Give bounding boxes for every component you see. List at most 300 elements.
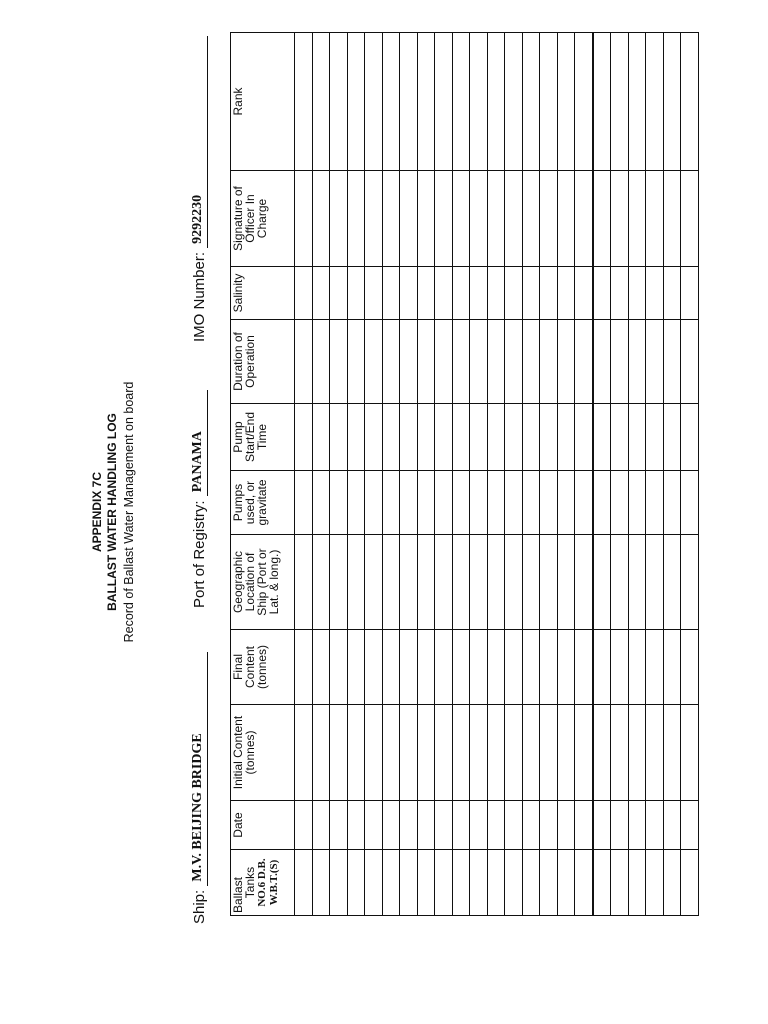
log-cell[interactable]: [628, 33, 646, 171]
log-cell[interactable]: [452, 850, 470, 916]
log-cell[interactable]: [628, 535, 646, 630]
log-cell[interactable]: [452, 471, 470, 535]
log-cell[interactable]: [295, 267, 313, 320]
log-cell[interactable]: [365, 33, 383, 171]
log-cell[interactable]: [557, 535, 575, 630]
appendix-heading: APPENDIX 7C: [90, 471, 104, 553]
log-cell[interactable]: [646, 471, 664, 535]
log-cell[interactable]: [646, 801, 664, 850]
log-cell[interactable]: [540, 267, 558, 320]
log-cell[interactable]: [663, 404, 681, 471]
log-cell[interactable]: [522, 471, 540, 535]
header-text: (tonnes): [243, 730, 257, 775]
log-cell[interactable]: [487, 850, 505, 916]
header-text: Ballast: [231, 876, 245, 913]
log-cell[interactable]: [347, 705, 365, 801]
log-cell[interactable]: [470, 705, 488, 801]
log-cell[interactable]: [470, 267, 488, 320]
header-text: Officer In: [243, 194, 257, 243]
log-cell[interactable]: [417, 171, 435, 267]
log-cell[interactable]: [417, 535, 435, 630]
log-cell[interactable]: [540, 320, 558, 404]
log-cell[interactable]: [540, 630, 558, 705]
log-cell[interactable]: [557, 33, 575, 171]
log-cell[interactable]: [347, 850, 365, 916]
log-cell[interactable]: [611, 850, 629, 916]
table-row: [330, 33, 348, 916]
table-row: [347, 33, 365, 916]
log-cell[interactable]: [365, 705, 383, 801]
log-cell[interactable]: [347, 404, 365, 471]
log-cell[interactable]: [347, 171, 365, 267]
log-cell[interactable]: [611, 320, 629, 404]
log-body: [295, 33, 699, 916]
log-cell[interactable]: [575, 320, 593, 404]
table-row: [611, 33, 629, 916]
log-cell[interactable]: [628, 267, 646, 320]
log-cell[interactable]: [417, 33, 435, 171]
log-cell[interactable]: [470, 471, 488, 535]
log-cell[interactable]: [400, 404, 418, 471]
log-cell[interactable]: [365, 850, 383, 916]
log-cell[interactable]: [417, 404, 435, 471]
log-cell[interactable]: [400, 705, 418, 801]
log-cell[interactable]: [522, 630, 540, 705]
log-cell[interactable]: [611, 630, 629, 705]
log-cell[interactable]: [593, 535, 611, 630]
log-cell[interactable]: [505, 404, 523, 471]
log-cell[interactable]: [487, 320, 505, 404]
log-cell[interactable]: [295, 171, 313, 267]
col-final-content: [231, 630, 295, 705]
header-text: Rank: [231, 87, 245, 116]
col-geographic-location: [231, 535, 295, 630]
log-cell[interactable]: [646, 705, 664, 801]
log-cell[interactable]: [295, 630, 313, 705]
header-text: Time: [255, 423, 269, 451]
log-cell[interactable]: [347, 630, 365, 705]
log-cell[interactable]: [382, 33, 400, 171]
log-cell[interactable]: [681, 850, 699, 916]
log-cell[interactable]: [646, 33, 664, 171]
log-cell[interactable]: [470, 404, 488, 471]
log-cell[interactable]: [365, 404, 383, 471]
imo-field: [190, 36, 208, 342]
ship-info-line: [180, 0, 208, 1024]
log-cell[interactable]: [452, 705, 470, 801]
log-cell[interactable]: [365, 320, 383, 404]
log-cell[interactable]: [365, 171, 383, 267]
log-cell[interactable]: [522, 171, 540, 267]
log-cell[interactable]: [522, 33, 540, 171]
log-cell[interactable]: [628, 320, 646, 404]
log-cell[interactable]: [417, 705, 435, 801]
log-cell[interactable]: [628, 705, 646, 801]
table-row: [382, 33, 400, 916]
log-cell[interactable]: [347, 33, 365, 171]
log-cell[interactable]: [417, 267, 435, 320]
log-cell[interactable]: [312, 404, 330, 471]
table-row: [681, 33, 699, 916]
log-cell[interactable]: [505, 850, 523, 916]
header-text: Salinity: [231, 273, 245, 313]
log-cell[interactable]: [295, 535, 313, 630]
log-cell[interactable]: [575, 471, 593, 535]
log-cell[interactable]: [365, 630, 383, 705]
col-pumps-used: [231, 471, 295, 535]
log-cell[interactable]: [487, 171, 505, 267]
log-cell[interactable]: [435, 850, 453, 916]
log-cell[interactable]: [628, 404, 646, 471]
log-cell[interactable]: [487, 471, 505, 535]
log-cell[interactable]: [522, 267, 540, 320]
log-cell[interactable]: [382, 471, 400, 535]
log-cell[interactable]: [382, 630, 400, 705]
log-cell[interactable]: [470, 535, 488, 630]
log-cell[interactable]: [417, 630, 435, 705]
log-cell[interactable]: [470, 320, 488, 404]
log-cell[interactable]: [505, 535, 523, 630]
log-cell[interactable]: [611, 404, 629, 471]
log-cell[interactable]: [540, 171, 558, 267]
log-cell[interactable]: [628, 471, 646, 535]
log-cell[interactable]: [365, 267, 383, 320]
log-cell[interactable]: [487, 630, 505, 705]
col-initial-content: [231, 705, 295, 801]
log-cell[interactable]: [593, 33, 611, 171]
log-cell[interactable]: [557, 850, 575, 916]
log-cell[interactable]: [646, 630, 664, 705]
log-cell[interactable]: [487, 404, 505, 471]
log-cell[interactable]: [611, 471, 629, 535]
log-cell[interactable]: [611, 801, 629, 850]
log-cell[interactable]: [593, 705, 611, 801]
log-cell[interactable]: [400, 320, 418, 404]
log-cell[interactable]: [681, 404, 699, 471]
header-text: Duration of: [231, 332, 245, 391]
log-cell[interactable]: [557, 705, 575, 801]
log-cell[interactable]: [295, 320, 313, 404]
log-cell[interactable]: [681, 471, 699, 535]
log-cell[interactable]: [400, 33, 418, 171]
log-cell[interactable]: [522, 801, 540, 850]
log-cell[interactable]: [575, 801, 593, 850]
log-cell[interactable]: [400, 801, 418, 850]
log-cell[interactable]: [593, 404, 611, 471]
log-cell[interactable]: [487, 801, 505, 850]
log-cell[interactable]: [681, 267, 699, 320]
log-cell[interactable]: [295, 33, 313, 171]
header-text: Geographic: [231, 550, 245, 614]
log-cell[interactable]: [452, 404, 470, 471]
header-text: Pump: [231, 421, 245, 453]
log-cell[interactable]: [646, 404, 664, 471]
log-cell[interactable]: [382, 801, 400, 850]
log-cell[interactable]: [646, 267, 664, 320]
log-cell[interactable]: [557, 267, 575, 320]
log-cell[interactable]: [365, 535, 383, 630]
log-cell[interactable]: [400, 535, 418, 630]
log-cell[interactable]: [663, 33, 681, 171]
log-cell[interactable]: [575, 404, 593, 471]
log-cell[interactable]: [575, 171, 593, 267]
col-rank: [231, 33, 295, 171]
table-row: [628, 33, 646, 916]
log-cell[interactable]: [452, 535, 470, 630]
header-text: Content: [243, 645, 257, 689]
log-cell[interactable]: [663, 630, 681, 705]
log-cell[interactable]: [593, 171, 611, 267]
log-cell[interactable]: [435, 471, 453, 535]
table-row: [540, 33, 558, 916]
log-cell[interactable]: [681, 801, 699, 850]
log-cell[interactable]: [347, 471, 365, 535]
log-cell[interactable]: [522, 705, 540, 801]
log-cell[interactable]: [452, 267, 470, 320]
log-cell[interactable]: [417, 850, 435, 916]
log-cell[interactable]: [347, 267, 365, 320]
log-cell[interactable]: [400, 171, 418, 267]
log-cell[interactable]: [681, 171, 699, 267]
log-cell[interactable]: [330, 630, 348, 705]
log-cell[interactable]: [540, 535, 558, 630]
log-cell[interactable]: [540, 801, 558, 850]
log-cell[interactable]: [611, 535, 629, 630]
log-cell[interactable]: [382, 535, 400, 630]
log-cell[interactable]: [522, 320, 540, 404]
log-cell[interactable]: [646, 320, 664, 404]
log-cell[interactable]: [470, 171, 488, 267]
table-row: [435, 33, 453, 916]
log-cell[interactable]: [330, 171, 348, 267]
log-cell[interactable]: [557, 404, 575, 471]
log-cell[interactable]: [470, 801, 488, 850]
log-cell[interactable]: [505, 471, 523, 535]
log-cell[interactable]: [522, 535, 540, 630]
log-cell[interactable]: [470, 33, 488, 171]
log-cell[interactable]: [330, 801, 348, 850]
log-cell[interactable]: [505, 705, 523, 801]
log-cell[interactable]: [435, 535, 453, 630]
header-text: Ship (Port or: [255, 548, 269, 616]
log-cell[interactable]: [347, 801, 365, 850]
log-cell[interactable]: [575, 535, 593, 630]
registry-label: Port of Registry:: [191, 500, 208, 608]
header-text: (tonnes): [255, 644, 269, 690]
log-cell[interactable]: [452, 801, 470, 850]
log-cell[interactable]: [505, 320, 523, 404]
log-cell[interactable]: [435, 320, 453, 404]
log-cell[interactable]: [540, 33, 558, 171]
log-cell[interactable]: [557, 320, 575, 404]
log-cell[interactable]: [593, 471, 611, 535]
log-cell[interactable]: [330, 535, 348, 630]
header-text: Tanks: [243, 866, 257, 899]
log-cell[interactable]: [435, 171, 453, 267]
log-cell[interactable]: [522, 404, 540, 471]
table-row: [365, 33, 383, 916]
log-cell[interactable]: [295, 801, 313, 850]
col-ballast-tanks: [231, 850, 295, 916]
log-cell[interactable]: [646, 171, 664, 267]
log-cell[interactable]: [295, 705, 313, 801]
log-cell[interactable]: [540, 404, 558, 471]
log-cell[interactable]: [295, 404, 313, 471]
log-cell[interactable]: [540, 705, 558, 801]
log-cell[interactable]: [452, 33, 470, 171]
col-pump-time: [231, 404, 295, 471]
log-cell[interactable]: [382, 705, 400, 801]
log-cell[interactable]: [330, 471, 348, 535]
log-cell[interactable]: [417, 471, 435, 535]
header-text: Location of: [243, 552, 257, 612]
log-cell[interactable]: [575, 705, 593, 801]
log-cell[interactable]: [628, 801, 646, 850]
log-cell[interactable]: [681, 320, 699, 404]
log-cell[interactable]: [417, 801, 435, 850]
log-cell[interactable]: [628, 850, 646, 916]
log-cell[interactable]: [330, 320, 348, 404]
log-cell[interactable]: [487, 535, 505, 630]
log-cell[interactable]: [611, 705, 629, 801]
log-cell[interactable]: [330, 404, 348, 471]
log-cell[interactable]: [295, 471, 313, 535]
ship-label: Ship:: [191, 889, 208, 924]
log-cell[interactable]: [628, 171, 646, 267]
log-cell[interactable]: [435, 705, 453, 801]
log-cell[interactable]: [522, 850, 540, 916]
log-cell[interactable]: [663, 471, 681, 535]
log-cell[interactable]: [312, 33, 330, 171]
log-cell[interactable]: [347, 535, 365, 630]
log-cell[interactable]: [593, 801, 611, 850]
log-cell[interactable]: [365, 471, 383, 535]
log-cell[interactable]: [540, 850, 558, 916]
log-cell[interactable]: [452, 630, 470, 705]
log-cell[interactable]: [663, 171, 681, 267]
registry-field: [190, 390, 208, 608]
log-cell[interactable]: [400, 850, 418, 916]
log-cell[interactable]: [575, 33, 593, 171]
log-cell[interactable]: [312, 171, 330, 267]
log-cell[interactable]: [681, 705, 699, 801]
header-text: gravitate: [255, 479, 269, 526]
log-cell[interactable]: [487, 33, 505, 171]
log-cell[interactable]: [382, 267, 400, 320]
log-cell[interactable]: [611, 171, 629, 267]
log-cell[interactable]: [312, 267, 330, 320]
log-cell[interactable]: [663, 535, 681, 630]
table-row: [646, 33, 664, 916]
log-cell[interactable]: [663, 267, 681, 320]
log-cell[interactable]: [382, 404, 400, 471]
header-text: Final: [231, 654, 245, 681]
log-cell[interactable]: [557, 630, 575, 705]
log-cell[interactable]: [505, 801, 523, 850]
log-cell[interactable]: [295, 850, 313, 916]
imo-number-value: 9292230: [190, 36, 208, 248]
log-cell[interactable]: [382, 171, 400, 267]
log-title: BALLAST WATER HANDLING LOG: [105, 413, 119, 611]
log-cell[interactable]: [435, 33, 453, 171]
log-cell[interactable]: [435, 404, 453, 471]
log-cell[interactable]: [593, 850, 611, 916]
log-cell[interactable]: [312, 630, 330, 705]
table-row: [663, 33, 681, 916]
log-cell[interactable]: [452, 320, 470, 404]
log-cell[interactable]: [628, 630, 646, 705]
log-cell[interactable]: [575, 630, 593, 705]
log-cell[interactable]: [452, 171, 470, 267]
log-cell[interactable]: [505, 33, 523, 171]
log-cell[interactable]: [330, 705, 348, 801]
log-cell[interactable]: [435, 630, 453, 705]
log-cell[interactable]: [663, 850, 681, 916]
log-cell[interactable]: [347, 320, 365, 404]
log-cell[interactable]: [330, 33, 348, 171]
log-cell[interactable]: [593, 320, 611, 404]
log-cell[interactable]: [470, 630, 488, 705]
log-cell[interactable]: [681, 630, 699, 705]
log-cell[interactable]: [417, 320, 435, 404]
log-cell[interactable]: [681, 535, 699, 630]
log-cell[interactable]: [365, 801, 383, 850]
log-cell[interactable]: [470, 850, 488, 916]
log-cell[interactable]: [557, 801, 575, 850]
log-cell[interactable]: [435, 801, 453, 850]
log-cell[interactable]: [646, 535, 664, 630]
log-cell[interactable]: [505, 630, 523, 705]
log-cell[interactable]: [557, 471, 575, 535]
log-cell[interactable]: [540, 471, 558, 535]
log-cell[interactable]: [663, 320, 681, 404]
log-cell[interactable]: [312, 705, 330, 801]
log-cell[interactable]: [611, 33, 629, 171]
log-cell[interactable]: [312, 801, 330, 850]
log-cell[interactable]: [681, 33, 699, 171]
log-cell[interactable]: [312, 850, 330, 916]
log-cell[interactable]: [382, 850, 400, 916]
log-cell[interactable]: [663, 705, 681, 801]
log-cell[interactable]: [487, 267, 505, 320]
log-cell[interactable]: [575, 267, 593, 320]
log-cell[interactable]: [505, 171, 523, 267]
log-cell[interactable]: [575, 850, 593, 916]
log-cell[interactable]: [435, 267, 453, 320]
log-cell[interactable]: [646, 850, 664, 916]
log-cell[interactable]: [611, 267, 629, 320]
log-cell[interactable]: [557, 171, 575, 267]
log-cell[interactable]: [312, 320, 330, 404]
log-cell[interactable]: [330, 267, 348, 320]
log-cell[interactable]: [593, 630, 611, 705]
table-row: [505, 33, 523, 916]
log-cell[interactable]: [505, 267, 523, 320]
log-cell[interactable]: [330, 850, 348, 916]
log-cell[interactable]: [312, 471, 330, 535]
table-row: [452, 33, 470, 916]
log-cell[interactable]: [382, 320, 400, 404]
log-cell[interactable]: [312, 535, 330, 630]
log-cell[interactable]: [400, 267, 418, 320]
log-cell[interactable]: [400, 471, 418, 535]
log-cell[interactable]: [593, 267, 611, 320]
log-cell[interactable]: [663, 801, 681, 850]
log-cell[interactable]: [400, 630, 418, 705]
table-row: [487, 33, 505, 916]
header-text: Initial Content: [231, 715, 245, 790]
log-cell[interactable]: [487, 705, 505, 801]
